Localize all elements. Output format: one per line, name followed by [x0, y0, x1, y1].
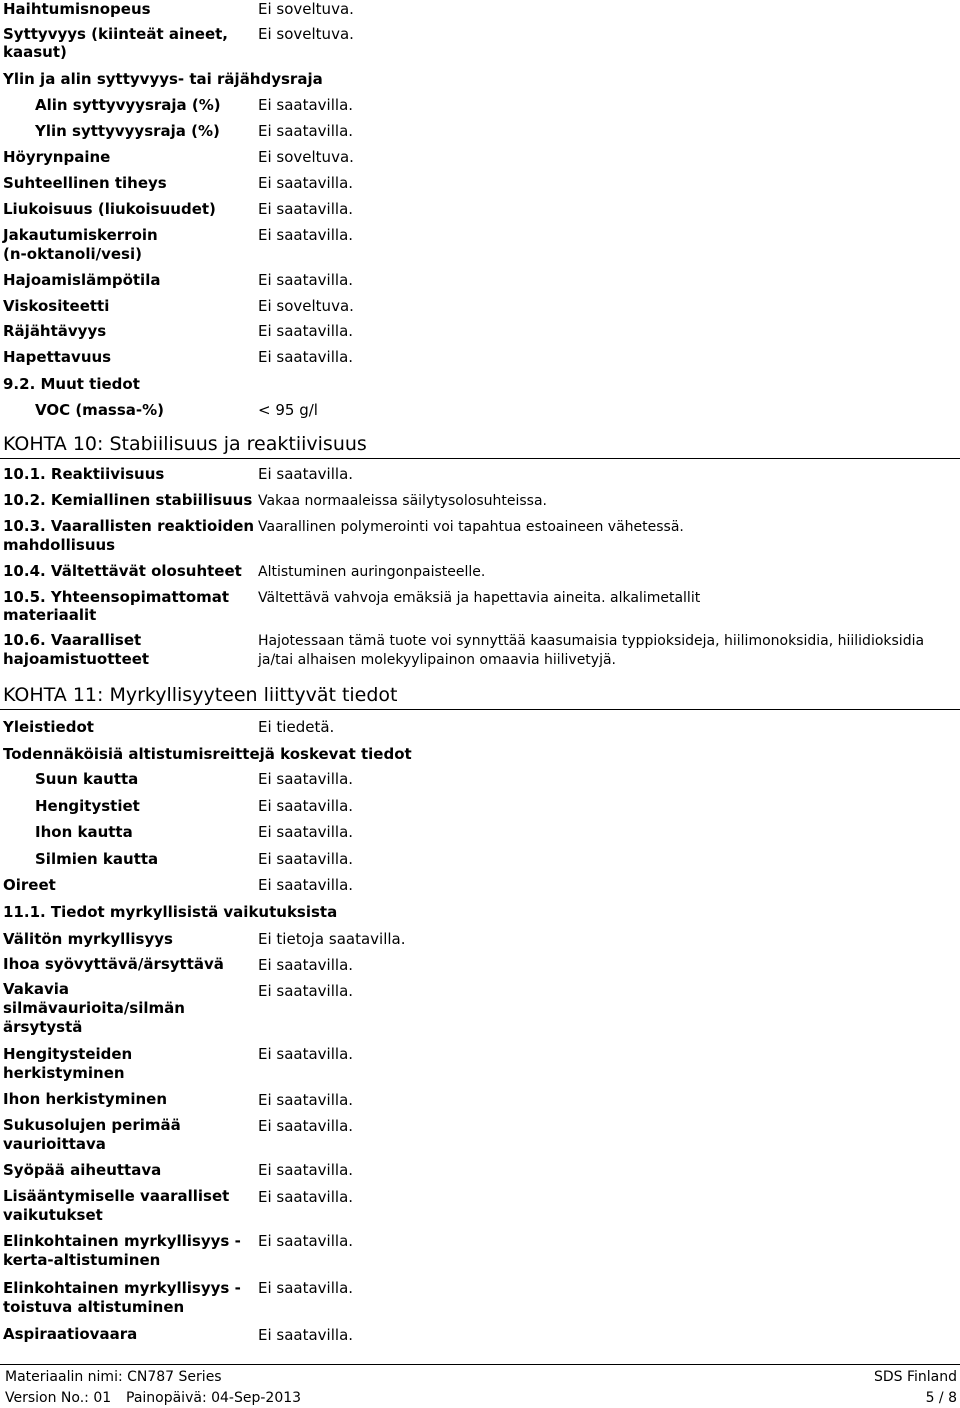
property-value: Ei saatavilla.: [258, 1279, 354, 1297]
property-label-cont: vaikutukset: [3, 1206, 103, 1224]
property-label: 10.1. Reaktiivisuus: [3, 465, 165, 483]
property-label: Vakavia: [3, 980, 70, 998]
property-value: Ei soveltuva.: [258, 148, 354, 166]
property-label: Välitön myrkyllisyys: [3, 930, 173, 948]
page-number: 5 / 8: [925, 1390, 957, 1406]
property-label-cont: hajoamistuotteet: [3, 650, 150, 668]
property-value: Ei tietoja saatavilla.: [258, 930, 406, 948]
property-label: Yleistiedot: [3, 718, 94, 736]
property-label: Hapettavuus: [3, 348, 112, 366]
property-label: Oireet: [3, 876, 56, 894]
property-value: Ei saatavilla.: [258, 1232, 354, 1250]
property-label-cont: silmävaurioita/silmän: [3, 999, 185, 1017]
property-value: Ei saatavilla.: [258, 1045, 354, 1063]
property-value: Ei saatavilla.: [258, 1091, 354, 1109]
property-value: Hajotessaan tämä tuote voi synnyttää kaasumaisia typpioksideja, hiilimonoksidia, hiilidioksidia: [258, 633, 925, 649]
property-label: Höyrynpaine: [3, 148, 111, 166]
property-value: Ei saatavilla.: [258, 322, 354, 340]
property-label-cont: vaurioittava: [3, 1135, 106, 1153]
property-value: Ei saatavilla.: [258, 982, 354, 1000]
property-label: 10.4. Vältettävät olosuhteet: [3, 562, 242, 580]
property-label: Lisääntymiselle vaaralliset: [3, 1187, 230, 1205]
section-title: KOHTA 10: Stabiilisuus ja reaktiivisuus: [3, 433, 367, 455]
property-value: < 95 g/l: [258, 401, 318, 419]
property-label: Ihon kautta: [35, 823, 133, 841]
property-value: Ei soveltuva.: [258, 297, 354, 315]
property-value: Ei tiedetä.: [258, 718, 335, 736]
property-label: Hajoamislämpötila: [3, 271, 161, 289]
property-value: Ei saatavilla.: [258, 956, 354, 974]
property-value: Ei saatavilla.: [258, 797, 354, 815]
property-label: Hengitysteiden: [3, 1045, 133, 1063]
property-label: Ylin syttyvyysraja (%): [35, 122, 220, 140]
property-value: Ei saatavilla.: [258, 1326, 354, 1344]
subheading: Ylin ja alin syttyvyys- tai räjähdysraja: [3, 70, 323, 88]
version-number: Version No.: 01: [5, 1390, 112, 1406]
property-label: Syöpää aiheuttava: [3, 1161, 162, 1179]
property-label-cont: mahdollisuus: [3, 536, 116, 554]
property-label: Jakautumiskerroin: [3, 226, 158, 244]
property-value: Ei saatavilla.: [258, 122, 354, 140]
property-label: VOC (massa-%): [35, 401, 165, 419]
property-label: Viskositeetti: [3, 297, 110, 315]
property-label: Hengitystiet: [35, 797, 140, 815]
property-label-cont: herkistyminen: [3, 1064, 125, 1082]
property-label: Elinkohtainen myrkyllisyys -: [3, 1232, 241, 1250]
subheading: 11.1. Tiedot myrkyllisistä vaikutuksista: [3, 903, 338, 921]
property-value: Ei saatavilla.: [258, 348, 354, 366]
property-value: Ei saatavilla.: [258, 823, 354, 841]
property-value: Altistuminen auringonpaisteelle.: [258, 564, 486, 580]
material-name: Materiaalin nimi: CN787 Series: [5, 1369, 222, 1385]
property-value: Ei saatavilla.: [258, 770, 354, 788]
property-label: Sukusolujen perimää: [3, 1116, 181, 1134]
property-label-cont: (n-oktanoli/vesi): [3, 245, 142, 263]
property-label: Silmien kautta: [35, 850, 159, 868]
property-value: Vaarallinen polymerointi voi tapahtua estoaineen vähetessä.: [258, 519, 684, 535]
section-divider: [0, 458, 960, 459]
property-value: Ei saatavilla.: [258, 174, 354, 192]
property-value: Ei saatavilla.: [258, 200, 354, 218]
property-value: Ei saatavilla.: [258, 465, 354, 483]
property-value: Ei saatavilla.: [258, 850, 354, 868]
property-value: Ei saatavilla.: [258, 1188, 354, 1206]
property-label: Aspiraatiovaara: [3, 1325, 138, 1343]
property-label: Syttyvyys (kiinteät aineet,: [3, 25, 228, 43]
property-label: Ihon herkistyminen: [3, 1090, 168, 1108]
print-date: Painopäivä: 04-Sep-2013: [126, 1390, 302, 1406]
property-label: Räjähtävyys: [3, 322, 107, 340]
property-label: Elinkohtainen myrkyllisyys -: [3, 1279, 241, 1297]
property-label: Haihtumisnopeus: [3, 0, 151, 18]
property-label: 10.5. Yhteensopimattomat: [3, 588, 230, 606]
property-label: 10.2. Kemiallinen stabiilisuus: [3, 491, 253, 509]
section-divider: [0, 709, 960, 710]
property-label: 10.6. Vaaralliset: [3, 631, 142, 649]
property-label: Suun kautta: [35, 770, 139, 788]
property-label-cont: kaasut): [3, 43, 67, 61]
subheading: 9.2. Muut tiedot: [3, 375, 140, 393]
property-value: Ei saatavilla.: [258, 1161, 354, 1179]
property-value: Ei soveltuva.: [258, 25, 354, 43]
property-label-cont: kerta-altistuminen: [3, 1251, 161, 1269]
property-label-cont: materiaalit: [3, 606, 97, 624]
property-label: Liukoisuus (liukoisuudet): [3, 200, 216, 218]
property-value: Ei saatavilla.: [258, 876, 354, 894]
subheading: Todennäköisiä altistumisreittejä koskevat tiedot: [3, 745, 412, 763]
property-label: Ihoa syövyttävä/ärsyttävä: [3, 955, 224, 973]
property-value: Ei saatavilla.: [258, 96, 354, 114]
property-value: Ei saatavilla.: [258, 1117, 354, 1135]
property-label: Alin syttyvyysraja (%): [35, 96, 221, 114]
property-label-cont: toistuva altistuminen: [3, 1298, 185, 1316]
property-value: Vältettävä vahvoja emäksiä ja hapettavia aineita. alkalimetallit: [258, 590, 701, 606]
property-label: Suhteellinen tiheys: [3, 174, 167, 192]
sds-country: SDS Finland: [873, 1369, 957, 1385]
property-value: Ei saatavilla.: [258, 226, 354, 244]
property-label: 10.3. Vaarallisten reaktioiden: [3, 517, 255, 535]
property-value: Vakaa normaaleissa säilytysolosuhteissa.: [258, 493, 547, 509]
section-title: KOHTA 11: Myrkyllisyyteen liittyvät tiedot: [3, 684, 398, 706]
footer-divider: [0, 1364, 960, 1365]
property-value: Ei saatavilla.: [258, 271, 354, 289]
property-value: Ei soveltuva.: [258, 0, 354, 18]
property-label-cont: ärsytystä: [3, 1018, 83, 1036]
property-value-cont: ja/tai alhaisen molekyylipainon omaavia hiilivetyjä.: [258, 652, 617, 668]
